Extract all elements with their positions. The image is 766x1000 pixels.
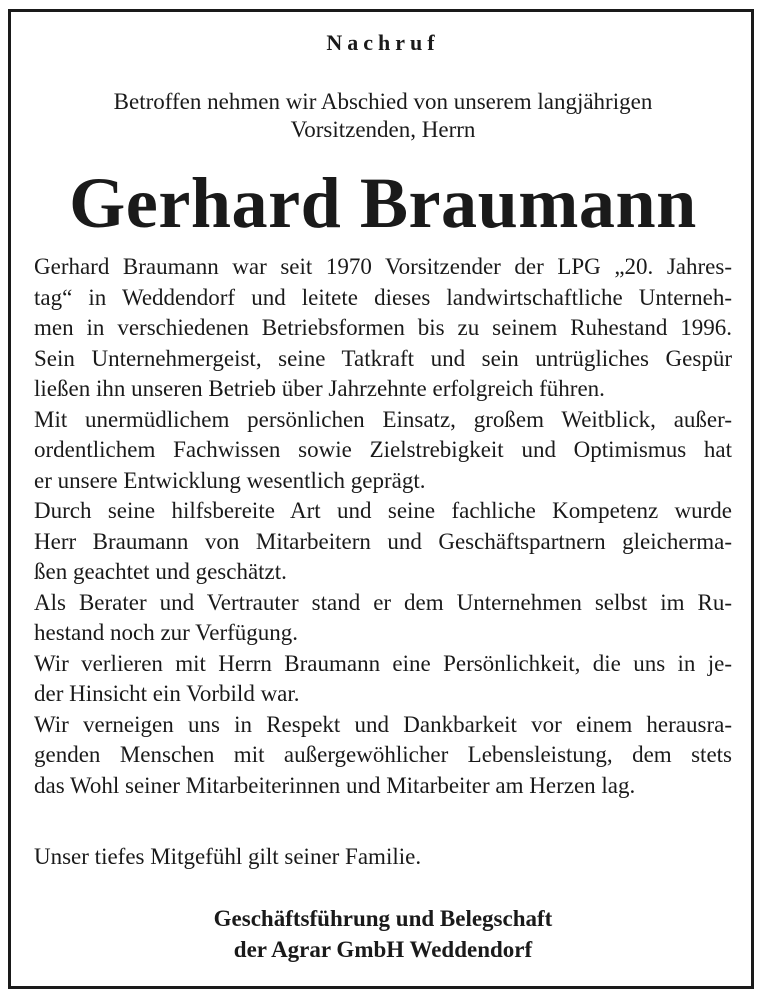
- notice-heading: Nachruf: [326, 30, 440, 55]
- body-line: ließen ihn unseren Betrieb über Jahrzehnte erfolgreich führen.: [34, 376, 605, 401]
- body-line: er unsere Entwicklung wesentlich geprägt.: [34, 467, 426, 493]
- body-line: Wir verlieren mit Herrn Braumann eine Persönlichkeit, die uns in je-: [34, 650, 732, 676]
- signature-line: Geschäftsführung und Belegschaft: [213, 906, 553, 931]
- deceased-name: Gerhard Braumann: [69, 163, 697, 243]
- body-line: tag“ in Weddendorf und leitete dieses landwirtschaftliche Unterneh-: [34, 284, 732, 310]
- intro-line: Betroffen nehmen wir Abschied von unserem langjährigen: [113, 89, 653, 114]
- body-line: der Hinsicht ein Vorbild war.: [34, 681, 300, 706]
- obituary-body: [34, 252, 732, 801]
- body-line: ordentlichem Fachwissen sowie Zielstrebigkeit und Optimismus hat: [34, 437, 732, 462]
- body-line: men in verschiedenen Betriebsformen bis zu seinem Ruhestand 1996.: [34, 315, 732, 340]
- body-line: Herr Braumann von Mitarbeitern und Geschäftspartnern gleicherma-: [34, 528, 732, 554]
- body-line: Wir verneigen uns in Respekt und Dankbarkeit vor einem herausra-: [34, 711, 732, 737]
- signature-line: der Agrar GmbH Weddendorf: [233, 937, 533, 962]
- intro-line: Vorsitzenden, Herrn: [290, 117, 476, 142]
- signature-block: [0, 903, 766, 965]
- intro-text: [0, 88, 766, 144]
- body-line: Als Berater und Vertrauter stand er dem Unternehmen selbst im Ru-: [34, 589, 732, 615]
- body-line: Durch seine hilfsbereite Art und seine fachliche Kompetenz wurde: [34, 498, 732, 523]
- body-line: Mit unermüdlichem persönlichen Einsatz, großem Weitblick, außer-: [34, 406, 732, 432]
- body-line: genden Menschen mit außergewöhlicher Lebensleistung, dem stets: [34, 742, 732, 767]
- body-line: ßen geachtet und geschätzt.: [34, 559, 287, 584]
- body-line: Gerhard Braumann war seit 1970 Vorsitzender der LPG „20. Jahres-: [34, 254, 732, 279]
- body-line: Sein Unternehmergeist, seine Tatkraft und sein untrügliches Gespür: [34, 345, 732, 371]
- condolence-text: Unser tiefes Mitgefühl gilt seiner Familie.: [34, 844, 422, 869]
- body-line: das Wohl seiner Mitarbeiterinnen und Mitarbeiter am Herzen lag.: [34, 772, 636, 798]
- body-line: hestand noch zur Verfügung.: [34, 620, 299, 645]
